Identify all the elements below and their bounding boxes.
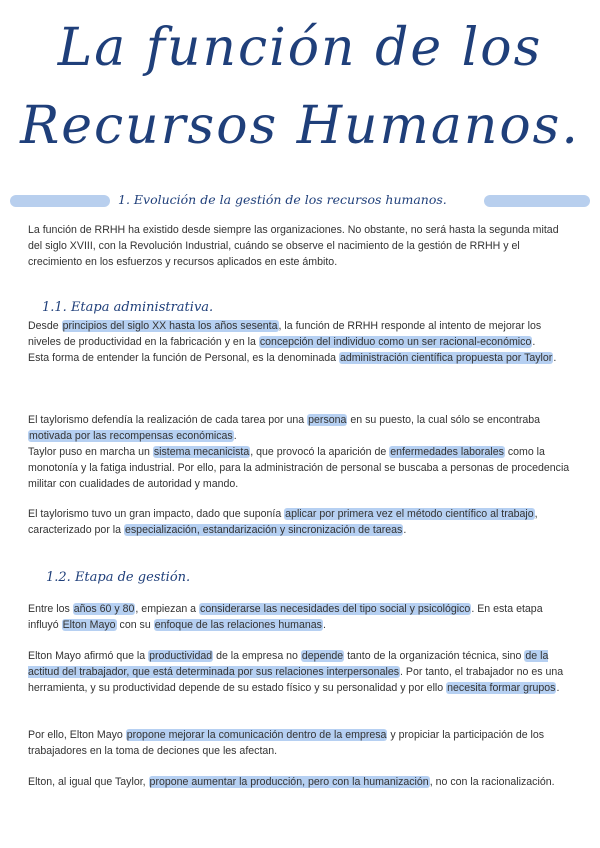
highlight: motivada por las recompensas económicas (29, 430, 233, 442)
highlight: aplicar por primera vez el método científico al trabajo (285, 508, 534, 520)
paragraph (28, 648, 574, 696)
text: . (556, 682, 560, 694)
text: Elton, al igual que Taylor, (28, 776, 149, 788)
highlight: enfermedades laborales (390, 446, 504, 458)
text: de la empresa no (213, 650, 301, 662)
text: . (532, 336, 536, 348)
text: Taylor puso en marcha un (28, 446, 153, 458)
text: El taylorismo defendía la realización de cada tarea por una (28, 414, 308, 426)
text: . Por tanto, el trabajador no es una herramienta, y su productividad depende de su estado físico y su personalidad y por ello (28, 666, 564, 694)
intro-paragraph: La función de RRHH ha existido desde siempre las organizaciones. No obstante, no será hasta la segunda mitad del siglo XVIII, con la Revolución Industrial, cuándo se observe el nacimiento de la gestión de RRHH y el crecimiento en los esfuerzos y recursos aplicados en este ámbito. (28, 224, 559, 268)
highlight: administración científica propuesta por Taylor (339, 352, 553, 364)
highlight: considerarse las necesidades del tipo social y psicológico (200, 603, 471, 615)
text: , empiezan a (135, 603, 200, 615)
highlight: propone aumentar la producción, pero con la humanización (149, 776, 429, 788)
text: Entre los (28, 603, 73, 615)
text: , que provocó la aparición de (250, 446, 390, 458)
paragraph (28, 727, 574, 759)
highlight: de la actitud del trabajador, que está determinada por sus relaciones interpersonales (28, 650, 549, 678)
highlight: productividad (149, 650, 213, 662)
text: Desde (28, 320, 62, 332)
highlight: especialización, estandarización y sincronización de tareas (124, 524, 403, 536)
text: , la función de RRHH responde al intento de mejorar los niveles de productividad en la fabricación y en la (28, 320, 542, 348)
text: . (233, 430, 237, 442)
paragraph (28, 506, 574, 538)
highlight: principios del siglo XX hasta los años sesenta (62, 320, 278, 332)
highlight: propone mejorar la comunicación dentro de la empresa (126, 729, 387, 741)
highlight: años 60 y 80 (73, 603, 135, 615)
highlight: depende (301, 650, 344, 662)
text: en su puesto, la cual sólo se encontraba (347, 414, 541, 426)
subsection-title-management: 1.2. Etapa de gestión. (46, 570, 191, 585)
text: . En esta etapa influyó (28, 603, 543, 631)
text: Por ello, Elton Mayo (28, 729, 126, 741)
text: con su (116, 619, 154, 631)
section-bar-left (10, 195, 110, 207)
section-bar-right (484, 195, 590, 207)
text: . (322, 619, 326, 631)
highlight: concepción del individuo como un ser racional-económico (259, 336, 532, 348)
text: tanto de la organización técnica, sino (344, 650, 525, 662)
page-title-line-1: La función de los (57, 18, 543, 78)
highlight: enfoque de las relaciones humanas (154, 619, 322, 631)
highlight: necesita formar grupos (447, 682, 556, 694)
text: Esta forma de entender la función de Personal, es la denominada (28, 352, 339, 364)
highlight: persona (308, 414, 347, 426)
text: como la monotonía y la fatiga industrial. Por ello, para la administración de personal se buscaba a personas de procedencia militar con cualidades de autoridad y mando. (28, 446, 570, 490)
text: . (553, 352, 557, 364)
paragraph (28, 412, 574, 492)
text: . (403, 524, 407, 536)
text: , no con la racionalización. (429, 776, 555, 788)
page-title-line-2: Recursos Humanos. (20, 96, 580, 156)
text: , caracterizado por la (28, 508, 538, 536)
text: y propiciar la participación de los trabajadores en la toma de deciones que les afectan. (28, 729, 545, 757)
paragraph (28, 601, 574, 633)
paragraph (28, 774, 574, 790)
section-title: 1. Evolución de la gestión de los recursos humanos. (118, 192, 447, 207)
text: Elton Mayo afirmó que la (28, 650, 149, 662)
text: El taylorismo tuvo un gran impacto, dado que suponía (28, 508, 285, 520)
highlight: Elton Mayo (62, 619, 116, 631)
paragraph (28, 318, 574, 366)
highlight: sistema mecanicista (153, 446, 250, 458)
subsection-title-administrative: 1.1. Etapa administrativa. (42, 300, 214, 315)
